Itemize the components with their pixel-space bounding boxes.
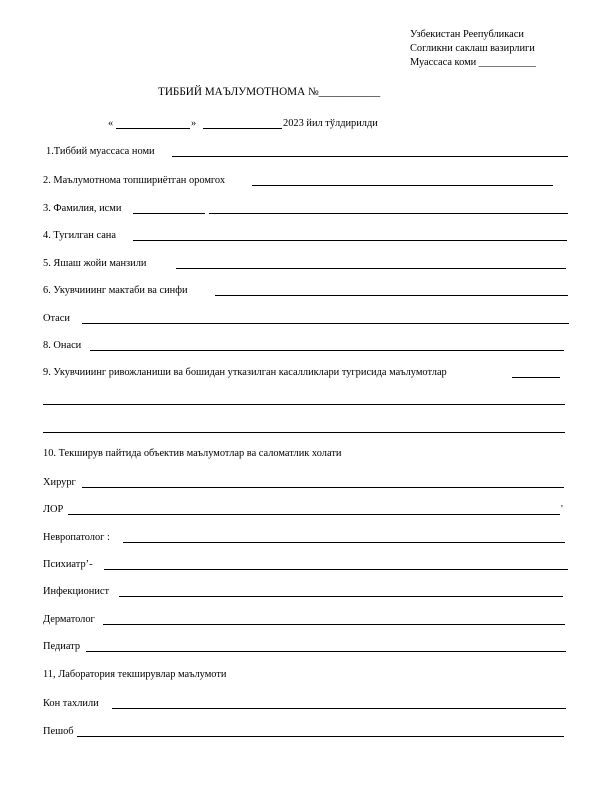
field-label-address: 5. Яшаш жойи манзили: [43, 258, 147, 269]
field-line-dermatologist[interactable]: [103, 624, 565, 625]
field-line-mother[interactable]: [90, 350, 564, 351]
header-institution-code: Муассаса коми ___________: [410, 57, 536, 68]
field-line-development[interactable]: [512, 377, 560, 378]
field-label-development: 9. Укувчииинг ривожланиши ва бошидан утказилган касалликлари тугрисида маълумотлар: [43, 367, 447, 378]
date-year-text: 2023 йил тўлдирилди: [283, 118, 378, 129]
field-label-ent: ЛОР: [43, 504, 64, 515]
header-country: Узбекистан Реепубликаси: [410, 29, 524, 40]
field-label-urine: Пешоб: [43, 726, 74, 737]
field-label-destination: 2. Маълумотнома топшириётган оромгох: [43, 175, 226, 186]
field-line-urine[interactable]: [77, 736, 564, 737]
field-line-surname-part2[interactable]: [209, 213, 568, 214]
date-day-blank[interactable]: [116, 128, 190, 129]
blank-line-development-2[interactable]: [43, 432, 565, 433]
field-label-birth-date: 4. Тугилган сана: [43, 230, 116, 241]
date-close-quote: »: [191, 118, 197, 129]
field-line-psychiatrist[interactable]: [104, 569, 568, 570]
field-line-ent[interactable]: [68, 514, 560, 515]
field-label-dermatologist: Дерматолог: [43, 614, 95, 625]
field-line-birth-date[interactable]: [133, 240, 567, 241]
field-line-pediatrician[interactable]: [86, 651, 566, 652]
field-label-mother: 8. Онаси: [43, 340, 82, 351]
ent-line-end-mark: ': [561, 504, 563, 515]
field-label-institution: 1.Тиббий муассаса номи: [46, 146, 155, 157]
header-ministry: Согликни саклаш вазирлиги: [410, 43, 535, 54]
field-line-school[interactable]: [215, 295, 568, 296]
field-label-neurologist: Невропатолог :: [43, 532, 110, 543]
field-line-blood-test[interactable]: [112, 708, 566, 709]
field-line-surgeon[interactable]: [82, 487, 564, 488]
field-line-institution[interactable]: [172, 156, 568, 157]
field-label-blood-test: Кон тахлили: [43, 698, 99, 709]
field-label-pediatrician: Педиатр: [43, 641, 81, 652]
field-label-infectionist: Инфекционист: [43, 586, 110, 597]
field-line-address[interactable]: [176, 268, 566, 269]
section-exam-heading: 10. Текширув пайтида объектив маълумотлар ва саломатлик холати: [43, 448, 342, 459]
blank-line-development-1[interactable]: [43, 404, 565, 405]
section-lab-heading: 11, Лаборатория текширувлар маълумоти: [43, 669, 227, 680]
field-line-father[interactable]: [82, 323, 569, 324]
field-line-destination[interactable]: [252, 185, 553, 186]
field-line-infectionist[interactable]: [119, 596, 563, 597]
document-title: ТИББИЙ МАЪЛУМОТНОМА №___________: [158, 86, 381, 98]
field-label-surgeon: Хирург: [43, 477, 76, 488]
field-line-surname-part1[interactable]: [133, 213, 205, 214]
field-label-school: 6. Укувчииинг мактаби ва синфи: [43, 285, 188, 296]
field-label-father: Отаси: [43, 313, 70, 324]
field-label-psychiatrist: Психиатр’-: [43, 559, 93, 570]
field-line-neurologist[interactable]: [123, 542, 565, 543]
date-month-blank[interactable]: [203, 128, 282, 129]
date-open-quote: «: [108, 118, 114, 129]
field-label-surname: 3. Фамилия, исми: [43, 203, 122, 214]
